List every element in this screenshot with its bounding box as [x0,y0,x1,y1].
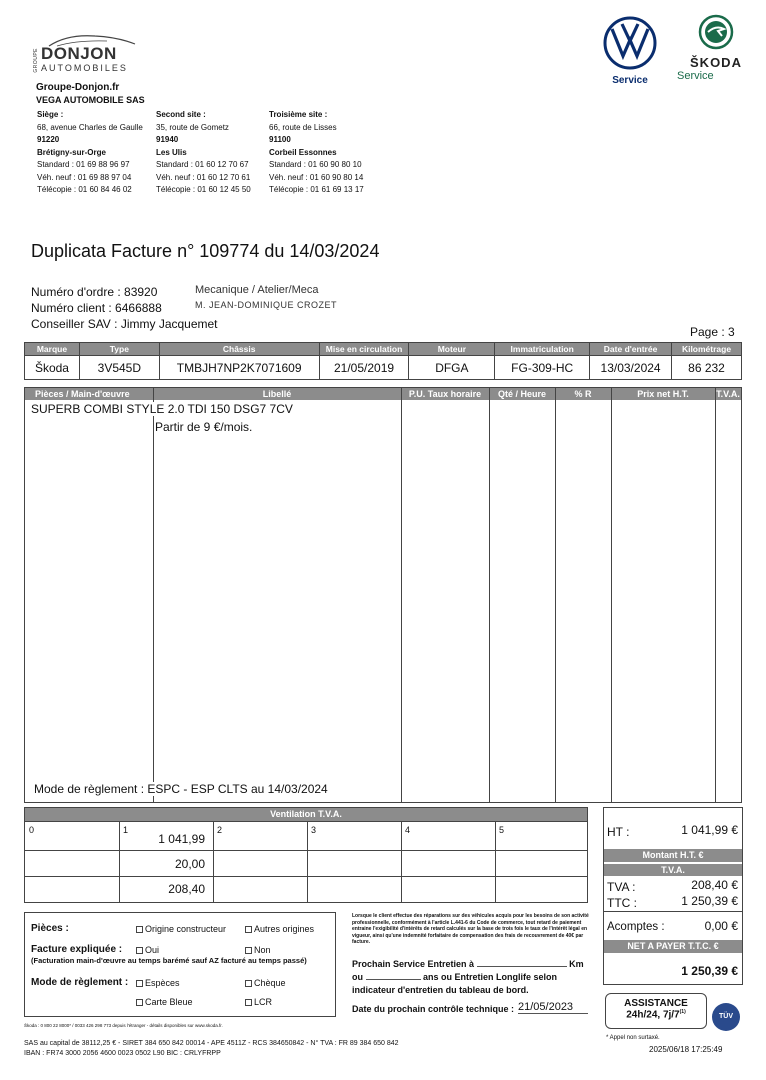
invoice-info [31,284,218,332]
logo-group-label: GROUPE [33,48,39,73]
invoice-title: Duplicata Facture n° 109774 du 14/03/2024 [31,241,380,261]
site-city: Corbeil Essonnes [269,147,337,157]
oui-label: Oui [145,945,160,955]
facture-label: Facture expliquée : [31,944,123,955]
control-value: 21/05/2023 [518,1001,588,1014]
order-value: 83920 [124,285,158,299]
tuv-label: TÜV [719,1013,733,1020]
val-date: 13/03/2024 [590,356,672,380]
checkbox[interactable] [245,947,252,954]
vat-header: Ventilation T.V.A. [25,808,587,821]
site-1 [37,109,157,197]
vat-col-0: 0 [29,825,35,835]
col-divider [307,821,308,902]
pieces-label: Pièces : [31,923,69,934]
advisor-value: Jimmy Jacquemet [120,317,218,331]
vat-col-4: 4 [405,825,411,835]
site-zip: 91940 [156,135,179,144]
vat-col-5: 5 [499,825,505,835]
site-title: Siège : [37,110,64,119]
vat-table [24,807,588,903]
reglement-label: Mode de règlement : [31,977,129,988]
service-text-2: ou [352,972,363,982]
vat-amount: 208,40 [168,882,205,896]
col-type: Type [79,343,159,356]
col-divider [495,821,496,902]
montant-ht-header: Montant H.T. € [604,849,742,862]
logo-donjon: DONJON [41,44,117,63]
vat-col-3: 3 [311,825,317,835]
tuv-badge-icon [712,1003,740,1031]
checkbox[interactable] [136,926,143,933]
site-title: Second site : [156,110,206,119]
site-city: Brétigny-sur-Orge [37,147,106,157]
col-marque: Marque [25,343,80,356]
print-timestamp: 2025/06/18 17:25:49 [649,1045,723,1054]
col-qte: Qté / Heure [489,388,555,400]
site-vn: Véh. neuf : 01 69 88 97 04 [37,172,132,182]
col-prix: Prix net H.T. [611,388,715,400]
col-moteur: Moteur [409,343,495,356]
page-number: Page : 3 [690,325,735,339]
cheque-option[interactable] [245,978,286,988]
col-remise: % R [555,388,611,400]
site-fax: Télécopie : 01 60 84 46 02 [37,185,132,194]
client-value: 6466888 [115,301,162,315]
company-name: VEGA AUTOMOBILE SAS [36,95,145,105]
col-divider [401,388,402,802]
val-km: 86 232 [672,356,742,380]
facture-note: (Facturation main-d'œuvre au temps barémé sauf AZ facturé au temps passé) [31,956,307,965]
checkbox[interactable] [136,947,143,954]
vw-emblem-icon [603,16,657,70]
assistance-sup: (1) [679,1009,686,1015]
tva-value: 208,40 € [691,878,738,892]
service-text-1: Prochain Service Entretien à [352,959,475,969]
skoda-logo [675,14,757,82]
advisor-label: Conseiller SAV : [31,317,118,331]
vw-service-label: Service [612,75,648,86]
tva-label: TVA : [607,880,636,894]
checkbox[interactable] [136,999,143,1006]
site-vn: Véh. neuf : 01 60 90 80 14 [269,172,364,182]
val-chassis: TMBJH7NP2K7071609 [159,356,319,380]
assistance-badge [605,993,707,1029]
col-tva: T.V.A. [716,389,740,399]
col-divider [153,388,154,802]
vat-col-2: 2 [217,825,223,835]
site-2 [156,109,271,197]
cheque-label: Chèque [254,978,286,988]
skoda-emblem-icon [698,14,734,50]
line-note: Partir de 9 €/mois. [155,420,253,434]
origine-option[interactable] [136,924,226,934]
footer-capital: SAS au capital de 38112,25 € - SIRET 384 650 842 00014 - APE 4511Z - RCS 384650842 - N° TVA : FR 89 384 650 842 [24,1040,399,1047]
vat-base: 1 041,99 [158,832,205,846]
col-divider [489,388,490,802]
non-option[interactable] [245,945,271,955]
col-divider [555,388,556,802]
site-address: 68, avenue Charles de Gaulle [37,122,143,132]
col-pu: P.U. Taux horaire [401,388,489,400]
especes-label: Espèces [145,978,180,988]
col-divider [611,388,612,802]
site-fax: Télécopie : 01 60 12 45 50 [156,185,251,194]
val-marque: Škoda [25,356,80,380]
origine-label: Origine constructeur [145,924,227,934]
line-description: SUPERB COMBI STYLE 2.0 TDI 150 DSG7 7CV [31,402,293,416]
totals-box [603,807,743,985]
autres-option[interactable] [245,924,314,934]
options-box [24,912,336,1017]
client-label: Numéro client : [31,301,112,315]
lcr-label: LCR [254,997,273,1007]
assistance-line1: ASSISTANCE [624,998,688,1009]
autres-label: Autres origines [254,924,315,934]
site-fax: Télécopie : 01 61 69 13 17 [269,185,364,194]
site-title: Troisième site : [269,110,328,119]
ttc-label: TTC : [607,896,637,910]
col-chassis: Châssis [159,343,319,356]
col-divider [213,821,214,902]
site-standard: Standard : 01 69 88 96 97 [37,160,130,169]
payment-mode: Mode de règlement : ESPC - ESP CLTS au 14/03/2024 [34,782,328,796]
site-3 [269,109,384,197]
ht-label: HT : [607,825,630,839]
acomptes-value: 0,00 € [704,919,738,933]
skoda-name: ŠKODA [690,55,742,70]
site-zip: 91220 [37,135,60,144]
vw-logo [602,16,658,86]
non-label: Non [254,945,271,955]
site-vn: Véh. neuf : 01 60 12 70 61 [156,172,251,182]
site-standard: Standard : 01 60 12 70 67 [156,160,249,169]
lcr-option[interactable] [245,997,272,1007]
col-mise: Mise en circulation [319,343,409,356]
order-type: Mecanique / Atelier/Meca [195,284,319,296]
website: Groupe-Donjon.fr [36,82,120,93]
site-zip: 91100 [269,135,291,144]
col-km: Kilométrage [672,343,742,356]
order-label: Numéro d'ordre : [31,285,121,299]
ht-value: 1 041,99 € [681,823,738,837]
vehicle-row [25,356,742,380]
acomptes-label: Acomptes : [607,921,665,933]
col-pieces: Pièces / Main-d'œuvre [25,388,153,400]
service-km: Km [569,959,584,969]
client-name: M. JEAN-DOMINIQUE CROZET [195,300,337,310]
col-divider [401,821,402,902]
service-text-3: ans ou Entretien Longlife selon indicateur d'entretien du tableau de bord. [352,972,558,995]
vehicle-table [24,342,742,380]
val-type: 3V545D [79,356,159,380]
carte-option[interactable] [136,997,193,1007]
net-header: NET A PAYER T.T.C. € [604,940,742,953]
site-city: Les Ulis [156,147,187,157]
site-address: 35, route de Gometz [156,122,229,132]
legal-text: Lorsque le client effectue des réparations sur des véhicules acquis pour les besoins de son activité professionnelle, conformément à l'article L.441-6 du Code de commerce, tout retard de paiement entraine l'exigibilité d'intérêts de retard calculés sur la base de trois fois le taux de l'intérêt légal en vigueur, ainsi qu'une indemnité forfaitaire de compensation des frais de recouvrement de 40€ par facture. [352,913,589,945]
col-date: Date d'entrée [590,343,672,356]
vat-rate: 20,00 [174,857,205,871]
checkbox[interactable] [245,926,252,933]
footer-iban: IBAN : FR74 3000 2056 4600 0023 0502 L90 BIC : CRLYFRPP [24,1050,221,1057]
ttc-value: 1 250,39 € [681,894,738,908]
val-mise: 21/05/2019 [319,356,409,380]
logo-automobiles: AUTOMOBILES [41,63,128,73]
especes-option[interactable] [136,978,180,988]
val-immat: FG-309-HC [495,356,590,380]
net-value: 1 250,39 € [681,964,738,978]
appel-note: * Appel non surtaxé. [606,1035,660,1041]
tva-header: T.V.A. [604,864,742,876]
carte-label: Carte Bleue [145,997,193,1007]
col-divider [715,388,716,802]
oui-option[interactable] [136,945,159,955]
vat-col-1: 1 [123,825,129,835]
checkbox[interactable] [245,999,252,1006]
col-immat: Immatriculation [495,343,590,356]
control-label: Date du prochain contrôle technique : [352,1004,515,1014]
skoda-contact: Škoda : 0 800 22 8000* / 0033 426 298 773 depuis l'étranger - détails disponibles sur www.skoda.fr. [24,1023,223,1028]
site-standard: Standard : 01 60 90 80 10 [269,160,362,169]
lines-table [24,387,742,803]
col-libelle: Libellé [153,388,401,400]
checkbox[interactable] [136,980,143,987]
assistance-line2: 24h/24, 7j/7 [626,1009,680,1021]
val-moteur: DFGA [409,356,495,380]
checkbox[interactable] [245,980,252,987]
skoda-service-label: Service [677,70,714,82]
service-block [352,958,602,997]
site-address: 66, route de Lisses [269,122,337,132]
